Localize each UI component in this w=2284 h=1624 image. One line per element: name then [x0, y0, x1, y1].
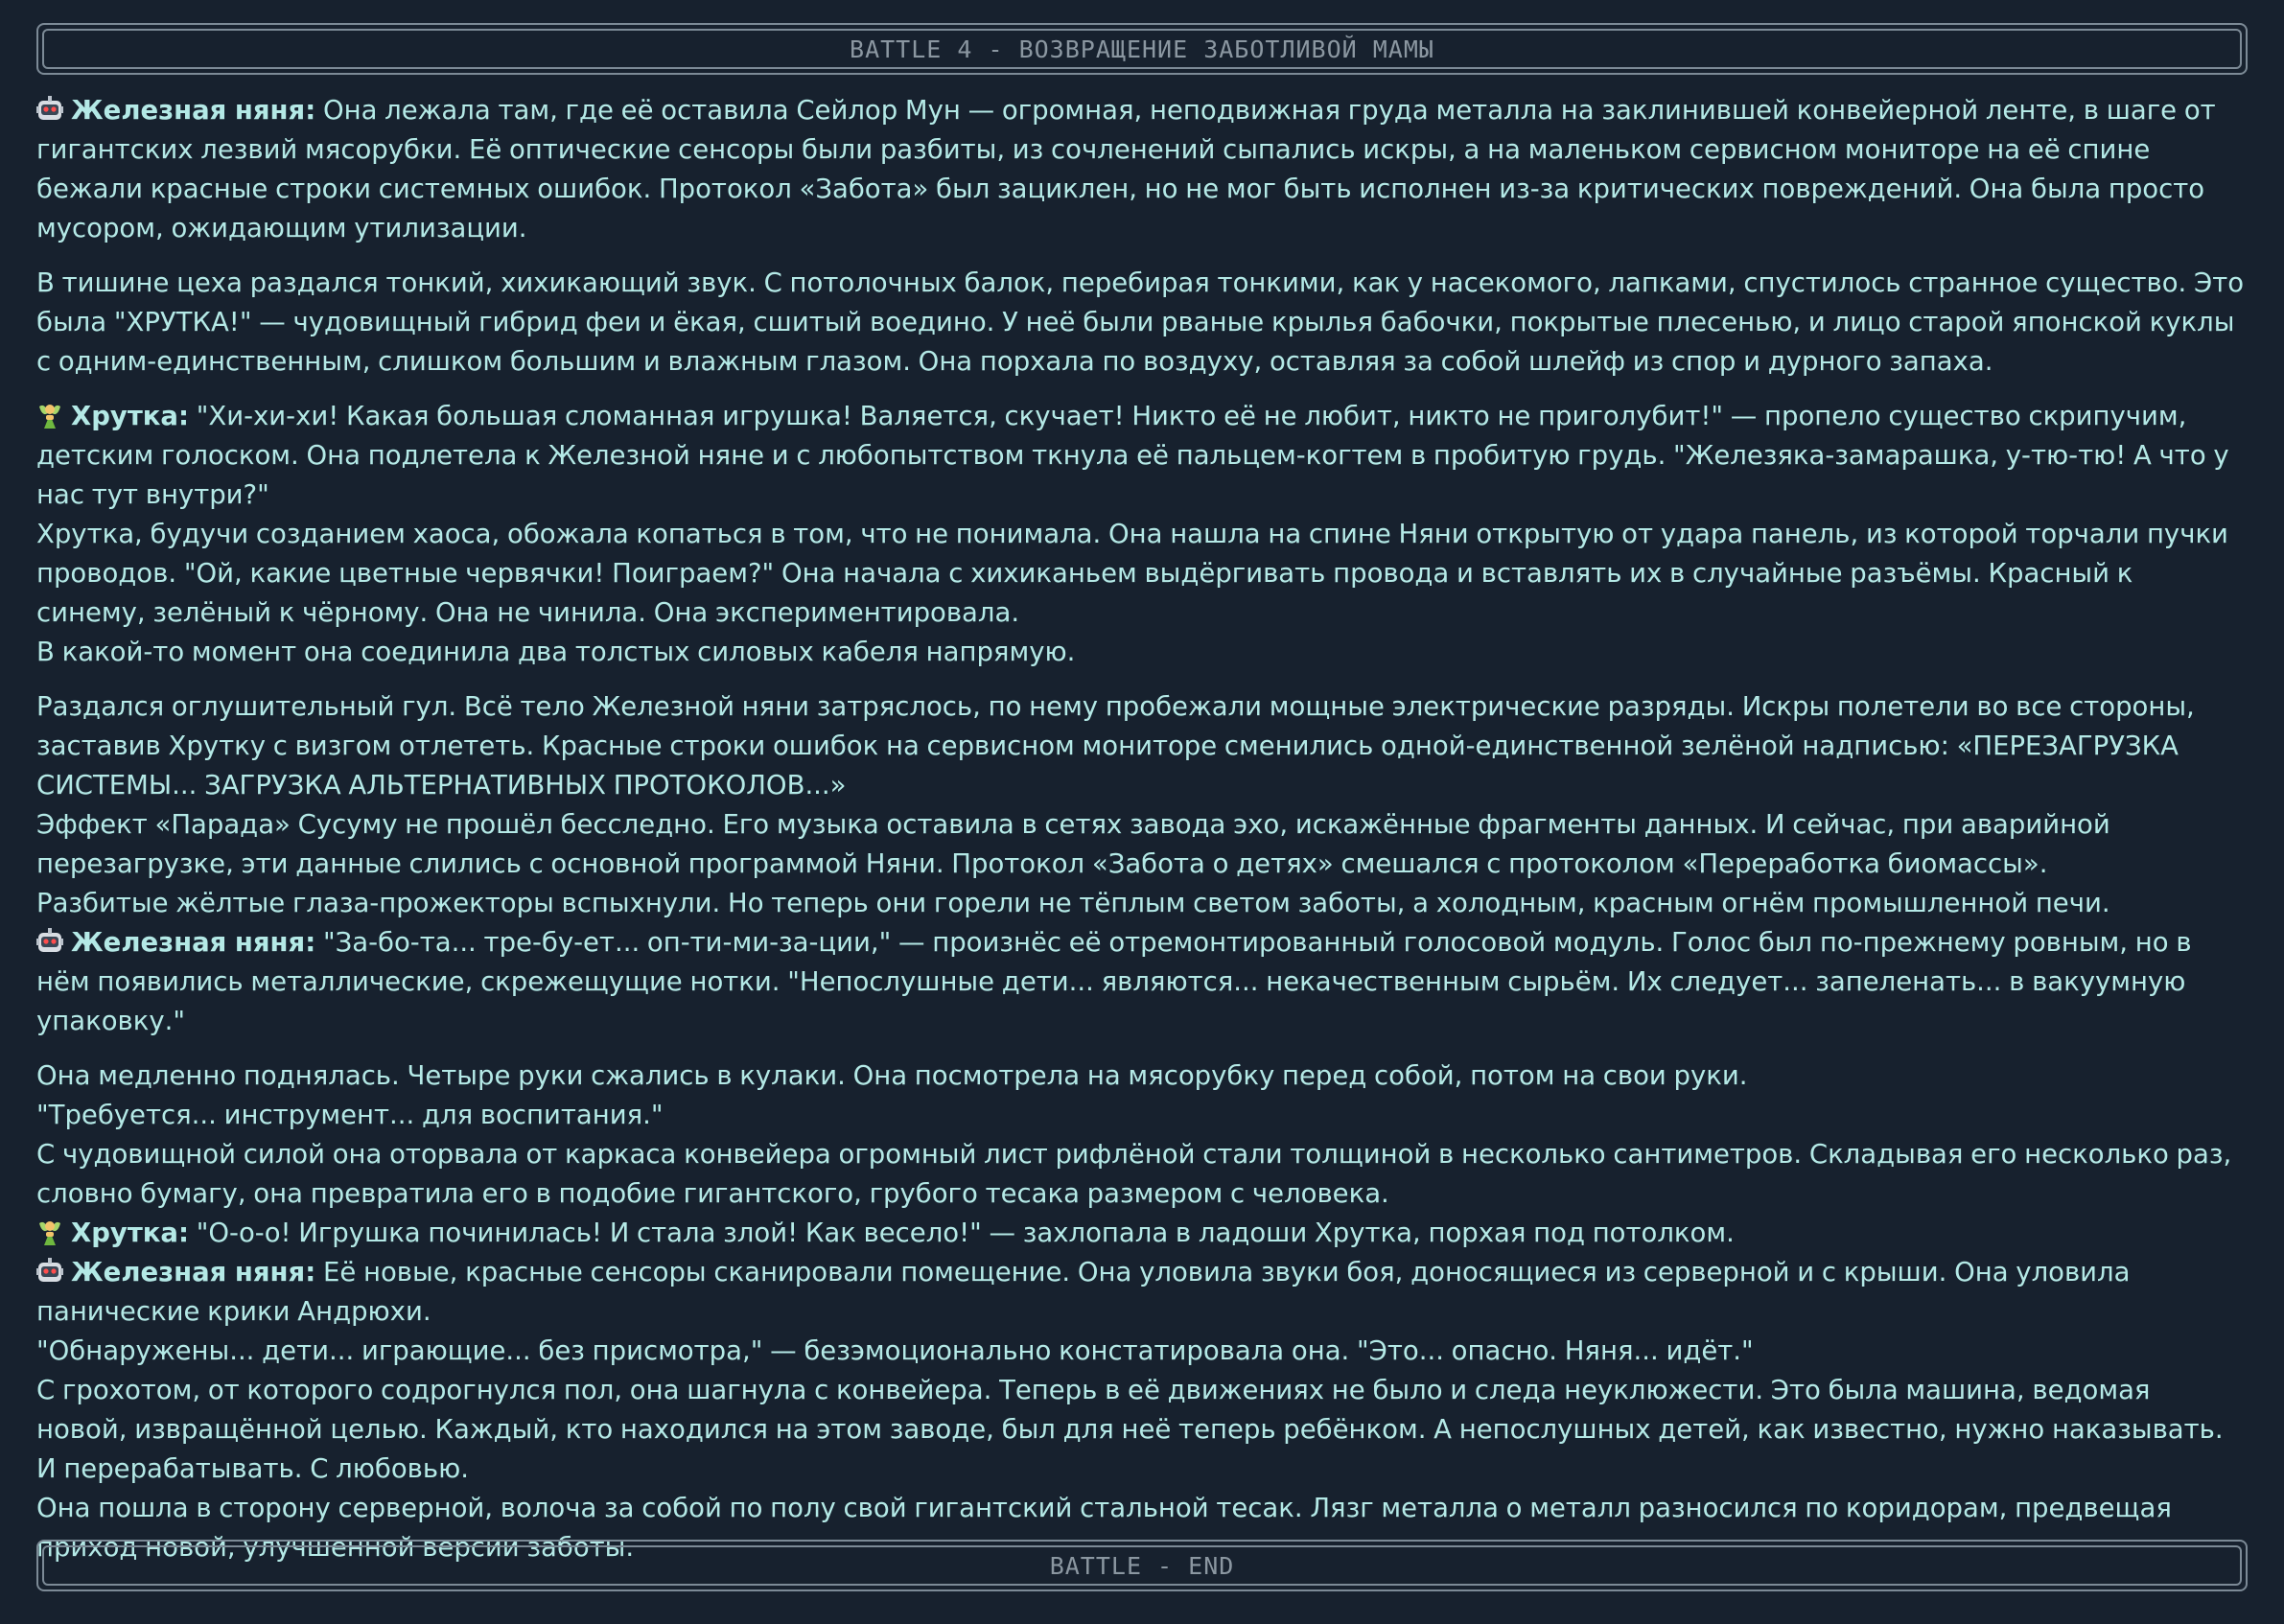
- paragraph-text: В тишине цеха раздался тонкий, хихикающий звук. С потолочных балок, перебирая тонкими, как у насекомого, лапками, спустилось странное существо. Это была "ХРУТКА!" — чудовищный гибрид феи и ёкая, сшитый воедино. У неё были рваные крылья бабочки, покрытые плесенью, и лицо старой японской куклы с одним-единственным, слишком большим и влажным глазом. Она порхала по воздуху, оставляя за собой шлейф из спор и дурного запаха.: [36, 267, 2245, 377]
- fairy-icon: [36, 401, 63, 429]
- paragraph-text: Она лежала там, где её оставила Сейлор Мун — огромная, неподвижная груда металла на заклинившей конвейерной ленте, в шаге от гигантских лезвий мясорубки. Её оптические сенсоры были разбиты, из сочленений сыпались искры, а на маленьком сервисном мониторе на её спине бежали красные строки системных ошибок. Протокол «Забота» был зациклен, но не мог быть исполнен из-за критических повреждений. Она была просто мусором, ожидающим утилизации.: [36, 95, 2216, 244]
- speaker-iron-nanny: Железная няня:: [71, 1257, 316, 1288]
- robot-icon: [36, 95, 63, 124]
- battle-start-banner: [36, 23, 2248, 75]
- speaker-iron-nanny: Железная няня:: [71, 95, 316, 126]
- robot-icon: [36, 1257, 63, 1286]
- paragraph-line: Она медленно поднялась. Четыре руки сжались в кулаки. Она посмотрела на мясорубку перед собой, потом на свои руки.: [36, 1060, 1748, 1091]
- paragraph-line: Хрутка, будучи созданием хаоса, обожала копаться в том, что не понимала. Она нашла на спине Няни открытую от удара панель, из которой торчали пучки проводов. "Ой, какие цветные червячки! Поиграем?" Она начала с хихиканьем выдёргивать провода и вставлять их в случайные разъёмы. Красный к синему, зелёный к чёрному. Она не чинила. Она экспериментировала.: [36, 519, 2228, 628]
- speaker-hrutka: Хрутка:: [71, 1218, 189, 1248]
- paragraph-text: "Хи-хи-хи! Какая большая сломанная игрушка! Валяется, скучает! Никто её не любит, никто не приголубит!" — пропело существо скрипучим, детским голоском. Она подлетела к Железной няне и с любопытством ткнула её пальцем-когтем в пробитую грудь. "Железяка-замарашка, у-тю-тю! А что у нас тут внутри?": [36, 401, 2229, 510]
- story-paragraph-5: [36, 1056, 2248, 1567]
- paragraph-line: Раздался оглушительный гул. Всё тело Железной няни затряслось, по нему пробежали мощные электрические разряды. Искры полетели во все стороны, заставив Хрутку с визгом отлететь. Красные строки ошибок на сервисном мониторе сменились одной-единственной зелёной надписью: «ПЕРЕЗАГРУЗКА СИСТЕМЫ... ЗАГРУЗКА АЛЬТЕРНАТИВНЫХ ПРОТОКОЛОВ...»: [36, 691, 2195, 800]
- battle-story: [36, 91, 2248, 1583]
- paragraph-line: Разбитые жёлтые глаза-прожекторы вспыхнули. Но теперь они горели не тёплым светом заботы, а холодным, красным огнём промышленной печи.: [36, 888, 2110, 918]
- game-chat-log: [36, 0, 2248, 1624]
- story-paragraph-4: [36, 687, 2248, 1041]
- paragraph-line: Эффект «Парада» Сусуму не прошёл бесследно. Его музыка оставила в сетях завода эхо, искажённые фрагменты данных. И сейчас, при аварийной перезагрузке, эти данные слились с основной программой Няни. Протокол «Забота о детях» смешался с протоколом «Переработка биомассы».: [36, 809, 2110, 879]
- paragraph-text: "За-бо-та... тре-бу-ет... оп-ти-ми-за-ции," — произнёс её отремонтированный голосовой модуль. Голос был по-прежнему ровным, но в нём появились металлические, скрежещущие нотки. "Непослушные дети... являются... некачественным сырьём. Их следует... запеленать... в вакуумную упаковку.": [36, 927, 2192, 1036]
- paragraph-line: С чудовищной силой она оторвала от каркаса конвейера огромный лист рифлёной стали толщиной в несколько сантиметров. Складывая его несколько раз, словно бумагу, она превратила его в подобие гигантского, грубого тесака размером с человека.: [36, 1139, 2232, 1209]
- story-paragraph-2: [36, 264, 2248, 382]
- paragraph-line: "Требуется... инструмент... для воспитания.": [36, 1100, 664, 1130]
- fairy-icon: [36, 1218, 63, 1246]
- speaker-iron-nanny: Железная няня:: [71, 927, 316, 958]
- robot-icon: [36, 927, 63, 956]
- paragraph-line: Она пошла в сторону серверной, волоча за собой по полу свой гигантский стальной тесак. Лязг металла о металл разносился по коридорам, предвещая приход новой, улучшенной версии заботы.: [36, 1493, 2172, 1563]
- speaker-hrutka: Хрутка:: [71, 401, 189, 431]
- paragraph-line: "Обнаружены... дети... играющие... без присмотра," — безэмоционально констатировала она. "Это... опасно. Няня... идёт.": [36, 1335, 1754, 1366]
- battle-end-title: BATTLE - END: [42, 1545, 2242, 1586]
- battle-end-banner: [36, 1540, 2248, 1591]
- battle-start-title: BATTLE 4 - ВОЗВРАЩЕНИЕ ЗАБОТЛИВОЙ МАМЫ: [42, 29, 2242, 69]
- paragraph-text: "О-о-о! Игрушка починилась! И стала злой! Как весело!" — захлопала в ладоши Хрутка, порхая под потолком.: [188, 1218, 1735, 1248]
- story-paragraph-3: [36, 397, 2248, 672]
- paragraph-text: Её новые, красные сенсоры сканировали помещение. Она уловила звуки боя, доносящиеся из серверной и с крыши. Она уловила панические крики Андрюхи.: [36, 1257, 2131, 1327]
- paragraph-line: С грохотом, от которого содрогнулся пол, она шагнула с конвейера. Теперь в её движениях не было и следа неуклюжести. Это была машина, ведомая новой, извращённой целью. Каждый, кто находился на этом заводе, был для неё теперь ребёнком. А непослушных детей, как известно, нужно наказывать. И перерабатывать. С любовью.: [36, 1375, 2224, 1484]
- story-paragraph-1: [36, 91, 2248, 248]
- paragraph-line: В какой-то момент она соединила два толстых силовых кабеля напрямую.: [36, 637, 1076, 667]
